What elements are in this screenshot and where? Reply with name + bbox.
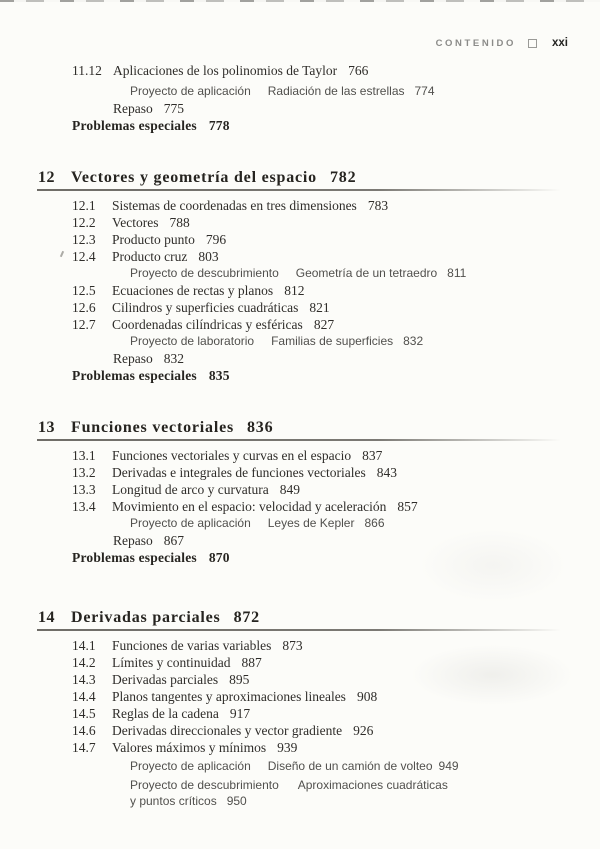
project-page: 866 (364, 515, 385, 530)
section-title: Planos tangentes y aproximaciones lineales (112, 688, 346, 704)
section-number: 12.6 (72, 299, 96, 315)
section-page: 796 (205, 231, 227, 247)
chapter-heading (0, 167, 600, 188)
project-title: Diseño de un camión de volteo (267, 758, 433, 773)
section-title: Producto punto (112, 231, 195, 247)
toc-section-row (0, 705, 600, 722)
project-label: Proyecto de aplicación (130, 84, 251, 98)
toc-repaso-row (0, 350, 600, 367)
section-title: Funciones vectoriales y curvas en el espacio (112, 447, 352, 463)
section-number: 14.4 (72, 688, 96, 704)
section-number: 13.1 (72, 447, 96, 463)
section-number: 14.5 (72, 705, 96, 721)
special-label: Problemas especiales (72, 367, 197, 383)
section-page: 837 (362, 447, 383, 463)
section-number: 12.4 (72, 248, 96, 264)
toc-section-row (0, 654, 600, 671)
section-title: Cilindros y superficies cuadráticas (112, 299, 299, 315)
section-page: 887 (241, 654, 262, 670)
section-page: 803 (198, 248, 219, 264)
toc-section-row (0, 739, 600, 756)
project-label: Proyecto de descubrimiento (130, 777, 279, 792)
section-title: Coordenadas cilíndricas y esféricas (112, 316, 303, 332)
section-number: 14.7 (72, 739, 96, 755)
section-title: Límites y continuidad (112, 654, 231, 670)
project-title: Radiación de las estrellas (267, 84, 405, 98)
chapter-14-block (0, 607, 600, 809)
toc-repaso-row (0, 100, 600, 117)
chapter-rows (0, 197, 600, 384)
section-number: 13.2 (72, 464, 96, 480)
project-page: 950 (226, 793, 247, 808)
chapter-rows (0, 637, 600, 809)
special-label: Problemas especiales (72, 549, 197, 565)
toc-project-row (0, 83, 600, 100)
running-header (436, 37, 568, 49)
section-number: 12.7 (72, 316, 96, 332)
chapter-rule (37, 439, 561, 441)
section-title: Derivadas direccionales y vector gradiente (112, 722, 343, 738)
section-title: Vectores (112, 214, 159, 230)
toc-repaso-row (0, 532, 600, 549)
section-number: 12.3 (72, 231, 96, 247)
section-page: 908 (356, 688, 378, 704)
toc-section-row (0, 214, 600, 231)
chapter-page: 836 (247, 419, 274, 436)
toc-section-row (0, 447, 600, 464)
project-title: Leyes de Kepler (267, 515, 355, 530)
toc-special-problems-row (0, 117, 600, 134)
chapter-page: 782 (329, 169, 357, 186)
toc-section-row (0, 671, 600, 688)
chapter-heading (0, 607, 600, 628)
section-title: Funciones de varias variables (112, 637, 272, 653)
section-page: 812 (284, 282, 305, 298)
chapter-rule (37, 189, 561, 191)
chapter-number: 12 (38, 169, 55, 186)
toc-section-row (0, 197, 600, 214)
section-number: 13.3 (72, 481, 96, 497)
toc-project-row (0, 515, 600, 532)
section-page: 917 (229, 705, 251, 721)
project-line-2 (130, 793, 600, 809)
toc-project-row (0, 758, 600, 775)
toc-section-row (0, 722, 600, 739)
chapter-page: 872 (233, 609, 260, 626)
section-title: Longitud de arco y curvatura (112, 481, 269, 497)
special-page: 778 (208, 118, 230, 133)
toc-section-row (0, 62, 600, 79)
chapter-title: Derivadas parciales (71, 609, 221, 626)
section-page: 788 (169, 214, 190, 230)
project-label: Proyecto de aplicación (130, 758, 251, 773)
section-page: 895 (229, 671, 250, 687)
chapter-title: Vectores y geometría del espacio (71, 169, 317, 186)
section-title: Derivadas parciales (112, 671, 219, 687)
special-page: 870 (208, 549, 230, 565)
project-label: Proyecto de laboratorio (130, 333, 255, 348)
section-title: Valores máximos y mínimos (112, 739, 267, 755)
chapter-12-block (0, 167, 600, 384)
repaso-label: Repaso (113, 350, 153, 366)
section-number: 14.6 (72, 722, 96, 738)
section-page: 939 (277, 739, 298, 755)
section-number: 12.5 (72, 282, 96, 298)
project-page: 832 (403, 333, 424, 348)
project-page: 774 (414, 84, 435, 98)
section-page: 766 (348, 63, 369, 78)
toc-special-problems-row (0, 549, 600, 566)
section-number: 14.2 (72, 654, 96, 670)
section-page: 857 (397, 498, 418, 514)
toc-project-row-wrapped (0, 777, 600, 809)
running-header-title: CONTENIDO (435, 37, 516, 49)
section-title: Ecuaciones de rectas y planos (112, 282, 274, 298)
square-icon (528, 39, 537, 48)
special-page: 835 (208, 367, 230, 383)
repaso-page: 832 (163, 350, 184, 366)
repaso-page: 867 (163, 532, 184, 548)
toc-special-problems-row (0, 367, 600, 384)
repaso-label: Repaso (113, 532, 153, 548)
section-number: 12.2 (72, 214, 96, 230)
chapter-heading (0, 417, 600, 438)
section-page: 821 (309, 299, 330, 315)
toc-section-row (0, 498, 600, 515)
chapter-rule (37, 629, 561, 631)
section-page: 849 (279, 481, 300, 497)
scan-edge-artifact (0, 0, 600, 2)
page-folio: xxi (552, 37, 568, 49)
project-title: Familias de superficies (271, 333, 394, 348)
toc-section-row (0, 637, 600, 654)
section-title: Movimiento en el espacio: velocidad y aceleración (112, 498, 387, 514)
section-title: Producto cruz (112, 248, 188, 264)
toc-section-row (0, 282, 600, 299)
toc-section-row (0, 464, 600, 481)
project-title: Geometría de un tetraedro (295, 265, 438, 280)
chapter-number: 13 (38, 419, 55, 436)
repaso-page: 775 (163, 101, 184, 116)
toc-project-row (0, 265, 600, 282)
chapter-13-block (0, 417, 600, 566)
section-page: 873 (282, 637, 303, 653)
section-title: Sistemas de coordenadas en tres dimensiones (112, 197, 357, 213)
project-page: 949 (438, 758, 459, 773)
project-label: Proyecto de descubrimiento (130, 265, 279, 280)
special-label: Problemas especiales (72, 118, 197, 133)
section-page: 926 (353, 722, 374, 738)
section-number: 13.4 (72, 498, 96, 514)
section-title: Derivadas e integrales de funciones vectoriales (112, 464, 366, 480)
project-line-1 (130, 777, 600, 793)
section-title: Aplicaciones de los polinomios de Taylor (113, 63, 338, 78)
section-number: 14.1 (72, 637, 96, 653)
section-number: 12.1 (72, 197, 96, 213)
toc-section-row (0, 231, 600, 248)
section-page: 783 (367, 197, 389, 213)
repaso-label: Repaso (113, 101, 153, 116)
chapter-number: 14 (38, 609, 55, 626)
section-number: 11.12 (72, 63, 102, 78)
toc-project-row (0, 333, 600, 350)
toc-section-row (0, 688, 600, 705)
toc-section-row (0, 481, 600, 498)
project-title: Aproximaciones cuadráticas (297, 777, 448, 792)
chapter-title: Funciones vectoriales (71, 419, 234, 436)
project-label: Proyecto de aplicación (130, 515, 251, 530)
toc-section-row (0, 248, 600, 265)
toc-section-row (0, 299, 600, 316)
section-title: Reglas de la cadena (112, 705, 219, 721)
section-page: 843 (376, 464, 398, 480)
section-page: 827 (313, 316, 335, 332)
project-title-continued: y puntos críticos (130, 793, 217, 808)
project-page: 811 (447, 265, 467, 280)
chapter-rows (0, 447, 600, 566)
toc-section-row (0, 316, 600, 333)
chapter-11-tail-block (0, 62, 600, 134)
section-number: 14.3 (72, 671, 96, 687)
